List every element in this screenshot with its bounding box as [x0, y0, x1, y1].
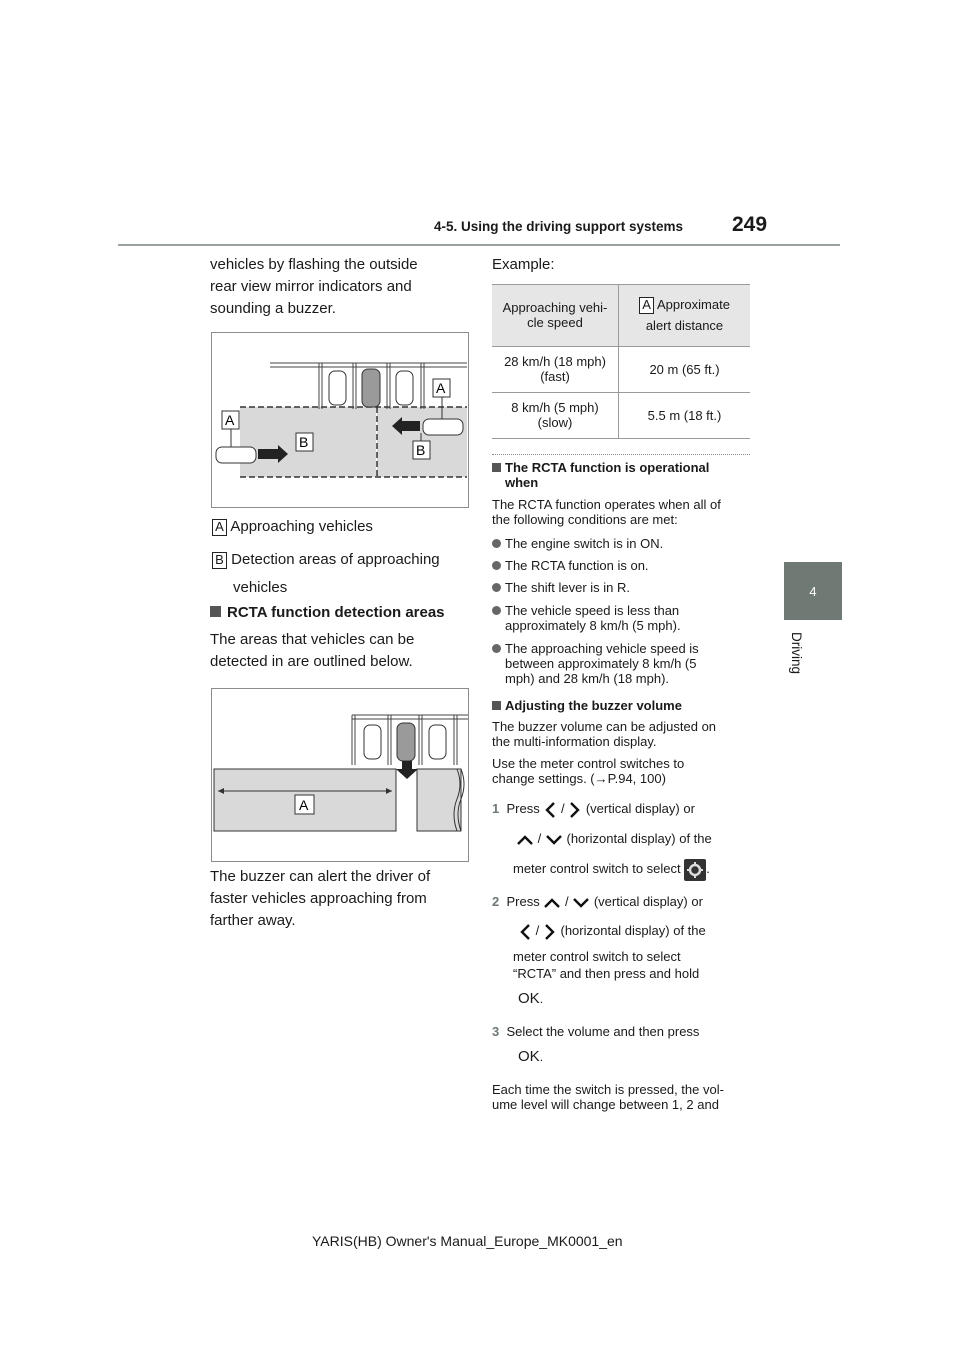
- cell-line: 8 km/h (5 mph): [511, 400, 599, 415]
- text-line: meter control switch to select: [513, 949, 681, 964]
- chevron-right-icon: [568, 801, 582, 819]
- text-line: ume level will change between 1, 2 and: [492, 1097, 719, 1112]
- text-line: The areas that vehicles can be: [210, 631, 415, 648]
- parked-car-icon: [396, 371, 413, 405]
- condition-item: [492, 580, 630, 595]
- text-line: The engine switch is in ON.: [505, 536, 664, 551]
- text-line: The buzzer can alert the driver of: [210, 868, 431, 885]
- heading-text: when: [505, 475, 539, 490]
- row-speed: [492, 392, 619, 438]
- step-1-line2: [516, 830, 712, 848]
- text-line: the multi-information display.: [492, 734, 657, 749]
- chevron-up-icon: [516, 834, 534, 846]
- op-heading: [492, 460, 709, 490]
- slash: /: [564, 894, 569, 909]
- step-1-line3: [513, 858, 710, 881]
- heading-square-icon: [492, 463, 501, 472]
- condition-item: [492, 603, 681, 633]
- condition-item: [492, 536, 663, 551]
- legend-a: [212, 516, 373, 538]
- label-b: B: [416, 442, 426, 458]
- section-heading: [210, 604, 445, 621]
- page-number: 249: [732, 213, 768, 236]
- text-line: the following conditions are met:: [492, 512, 678, 527]
- text-line: detected in are outlined below.: [210, 653, 413, 670]
- example-table: [492, 284, 750, 439]
- text-line: mph) and 28 km/h (18 mph).: [505, 671, 670, 686]
- detection-area-diagram: [212, 689, 468, 861]
- section-text: [210, 629, 414, 673]
- text-line: meter control switch to select: [513, 861, 681, 876]
- own-car-icon: [397, 723, 415, 761]
- chevron-left-icon: [518, 923, 532, 941]
- gear-icon: [684, 859, 706, 881]
- legend-b-label: B: [212, 552, 227, 569]
- heading-text: The RCTA function is operational: [505, 460, 710, 475]
- parked-car-icon: [429, 725, 446, 759]
- text-line: farther away.: [210, 912, 296, 929]
- ok-button-icon: [518, 1048, 543, 1066]
- ok-button-icon: [518, 990, 543, 1008]
- text-line: The vehicle speed is less than: [505, 603, 680, 618]
- figure-approaching-vehicles: [211, 332, 469, 508]
- row-distance: 5.5 m (18 ft.): [619, 392, 751, 438]
- row-speed: [492, 346, 619, 392]
- cell-line: Approaching vehi-: [502, 300, 608, 316]
- closing-note: [492, 1082, 724, 1112]
- step-2-line2: [518, 922, 706, 941]
- slash: /: [560, 801, 565, 816]
- text-line: Press: [506, 894, 540, 909]
- legend-b-text-cont: vehicles: [233, 579, 288, 596]
- text-line: rear view mirror indicators and: [210, 278, 412, 295]
- chapter-label: Driving: [789, 632, 804, 675]
- example-label: Example:: [492, 256, 555, 273]
- chapter-number: 4: [809, 583, 817, 599]
- text-line: Select the volume and then press: [506, 1024, 700, 1039]
- text-line: faster vehicles approaching from: [210, 890, 427, 907]
- bullet-dot-icon: [492, 583, 501, 592]
- text-line: The approaching vehicle speed is: [505, 641, 699, 656]
- figure-detection-areas: [211, 688, 469, 862]
- header-speed: [492, 285, 619, 346]
- step-number: 3: [492, 1024, 500, 1039]
- legend-a-text: Approaching vehicles: [230, 518, 373, 535]
- chevron-down-icon: [545, 834, 563, 846]
- text-line: Use the meter control switches to: [492, 756, 685, 771]
- parked-car-icon: [364, 725, 381, 759]
- text-line: between approximately 8 km/h (5: [505, 656, 697, 671]
- slash: /: [537, 831, 542, 846]
- label-a: A: [225, 412, 235, 428]
- text-line: The RCTA function operates when all of: [492, 497, 721, 512]
- chevron-down-icon: [572, 897, 590, 909]
- heading-text: Adjusting the buzzer volume: [505, 698, 682, 713]
- text-line: (horizontal display) of the: [560, 923, 706, 938]
- footer-text: YARIS(HB) Owner's Manual_Europe_MK0001_en: [312, 1233, 623, 1249]
- text-line: The buzzer volume can be adjusted on: [492, 719, 717, 734]
- row-distance: 20 m (65 ft.): [619, 346, 751, 392]
- header-rule: [118, 244, 840, 246]
- period: .: [539, 992, 544, 1006]
- closing-text: [210, 866, 430, 932]
- step-3: [492, 1024, 699, 1039]
- label-a: A: [436, 380, 446, 396]
- parked-car-icon: [329, 371, 346, 405]
- buzzer-heading: [492, 698, 682, 713]
- cell-line: (slow): [537, 415, 573, 430]
- step-2-lines: [513, 948, 699, 982]
- text-line: (horizontal display) of the: [566, 831, 712, 846]
- chapter-tab: [784, 562, 842, 620]
- op-intro: [492, 497, 721, 527]
- header-label-a: A: [639, 297, 654, 314]
- bullet-dot-icon: [492, 606, 501, 615]
- heading-square-icon: [210, 606, 221, 617]
- chevron-left-icon: [543, 801, 557, 819]
- text-line: “RCTA” and then press and hold: [513, 966, 700, 981]
- legend-b: [212, 549, 440, 571]
- bullet-dot-icon: [492, 539, 501, 548]
- period: .: [539, 1050, 544, 1064]
- heading-text: RCTA function detection areas: [227, 604, 445, 621]
- text-line: change settings. (→P.94, 100): [492, 771, 666, 786]
- buzzer-intro: [492, 719, 716, 749]
- text-line: Each time the switch is pressed, the vol-: [492, 1082, 724, 1097]
- step-2: [492, 893, 703, 911]
- slash: /: [535, 923, 540, 938]
- period: .: [706, 861, 710, 876]
- cell-line: cle speed: [527, 315, 583, 331]
- section-divider: [492, 454, 750, 455]
- ok-label: OK: [518, 990, 540, 1007]
- text-line: The shift lever is in R.: [505, 580, 630, 595]
- text-line: (vertical display) or: [585, 801, 695, 816]
- cell-line: 28 km/h (18 mph): [504, 354, 606, 369]
- parking-diagram: [212, 333, 468, 507]
- cell-line: alert distance: [645, 318, 724, 334]
- condition-item: [492, 641, 699, 686]
- buzzer-ref: [492, 756, 684, 786]
- approaching-car-icon: [216, 447, 256, 463]
- cell-line: (fast): [540, 369, 570, 384]
- legend-b-text: Detection areas of approaching: [231, 551, 440, 568]
- section-title: 4-5. Using the driving support systems: [434, 219, 684, 234]
- text-line: Press: [506, 801, 540, 816]
- label-b: B: [299, 434, 309, 450]
- arrow-down-icon: [396, 761, 418, 779]
- approaching-car-icon: [423, 419, 463, 435]
- legend-a-label: A: [212, 519, 227, 536]
- text-line: vehicles by flashing the outside: [210, 256, 418, 273]
- chevron-right-icon: [543, 923, 557, 941]
- ok-label: OK: [518, 1048, 540, 1065]
- header-distance: [619, 285, 751, 346]
- label-a: A: [299, 797, 309, 813]
- condition-item: [492, 558, 649, 573]
- heading-square-icon: [492, 701, 501, 710]
- text-line: sounding a buzzer.: [210, 300, 336, 317]
- own-car-icon: [362, 369, 380, 407]
- intro-text: [210, 254, 418, 320]
- step-number: 1: [492, 801, 500, 816]
- cell-line: Approximate: [656, 297, 730, 313]
- text-line: (vertical display) or: [593, 894, 703, 909]
- step-number: 2: [492, 894, 500, 909]
- chevron-up-icon: [543, 897, 561, 909]
- bullet-dot-icon: [492, 561, 501, 570]
- step-1: [492, 800, 695, 819]
- text-line: The RCTA function is on.: [505, 558, 649, 573]
- text-line: approximately 8 km/h (5 mph).: [505, 618, 681, 633]
- bullet-dot-icon: [492, 644, 501, 653]
